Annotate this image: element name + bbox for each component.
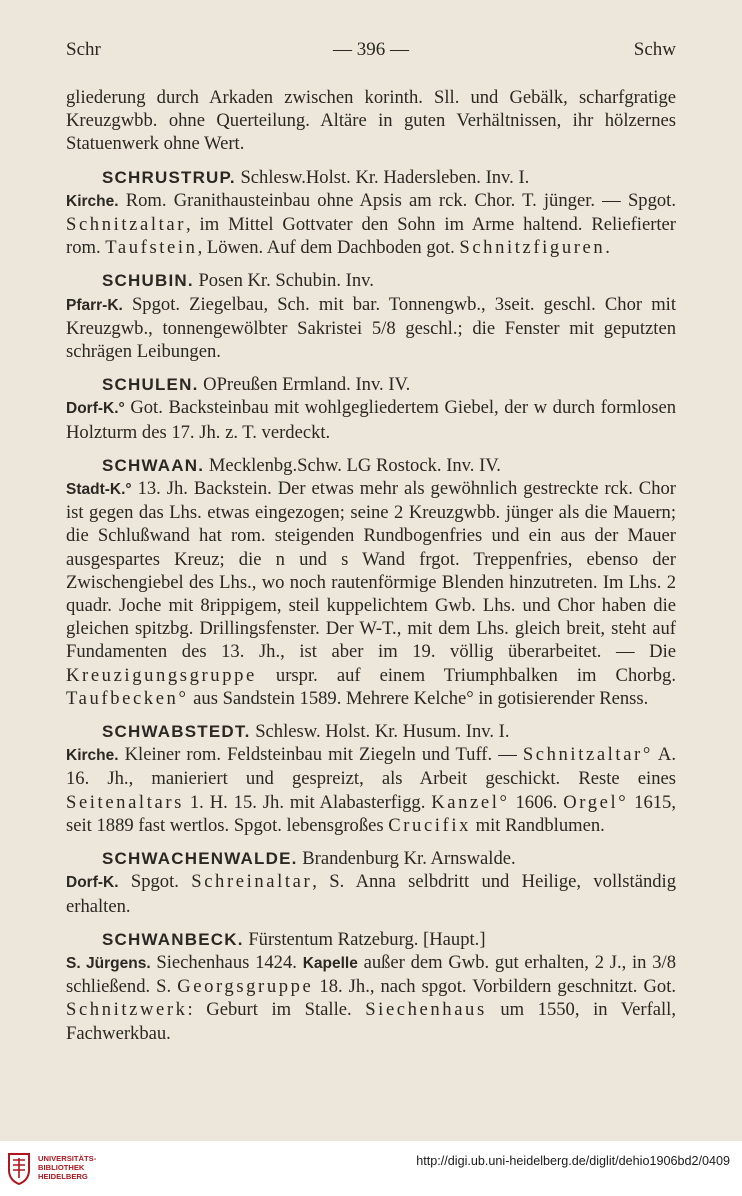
building-label: S. Jürgens. xyxy=(66,954,151,972)
spaced-term: Kreuzigungsgruppe xyxy=(66,664,257,686)
entry-heading xyxy=(66,373,676,396)
place-name: SCHULEN. xyxy=(102,375,199,395)
spaced-term: Orgel° xyxy=(563,791,629,813)
spaced-term: Kanzel° xyxy=(431,791,510,813)
entry-heading xyxy=(66,166,676,189)
spaced-term: Crucifix xyxy=(388,814,472,836)
spaced-term: Taufstein xyxy=(105,237,198,259)
logo-line: UNIVERSITÄTS- xyxy=(38,1154,97,1163)
place-name: SCHUBIN. xyxy=(102,271,194,291)
entry-text: 1615, seit 1889 fast wertlos. Spgot. lebensgroßes xyxy=(66,791,676,836)
logo-line: HEIDELBERG xyxy=(38,1172,88,1181)
logo-text xyxy=(38,1154,96,1181)
entry-region: Schlesw.Holst. Kr. Hadersleben. Inv. I. xyxy=(240,166,530,188)
spaced-term: Schnitzwerk xyxy=(66,999,188,1021)
building-label: Kapelle xyxy=(302,954,358,972)
entry-region: Posen Kr. Schubin. Inv. xyxy=(198,270,374,292)
intro-paragraph: gliederung durch Arkaden zwischen korinth. Sll. und Gebälk, scharfgratige Kreuzgwbb. ohne Querteilung. Altäre in guten Verhältnissen, ihr hölzernes Statuenwerk ohne Wert. xyxy=(66,87,676,155)
entry-text: Spgot. xyxy=(130,871,192,893)
header-left: Schr xyxy=(66,39,101,60)
viewer-footer xyxy=(0,1141,742,1196)
entry-body xyxy=(66,870,676,917)
spaced-term: Schnitzaltar° xyxy=(522,744,653,766)
entry-heading xyxy=(66,454,676,477)
library-crest-icon xyxy=(6,1152,32,1186)
running-header xyxy=(66,28,676,58)
spaced-term: Seitenaltars xyxy=(66,791,184,813)
entry-text: , Löwen. Auf dem Dachboden got. xyxy=(197,237,460,259)
entry-text: , S. Anna selbdritt und Heilige, vollständig erhalten. xyxy=(66,871,677,917)
entry-body xyxy=(66,951,676,1045)
entry-region: Fürstentum Ratzeburg. [Haupt.] xyxy=(248,928,486,950)
entry-heading xyxy=(66,847,676,870)
spaced-term: Taufbecken° xyxy=(66,687,189,709)
building-label: Kirche. xyxy=(66,747,119,765)
entry-text: 13. Jh. Backstein. Der etwas mehr als gewöhnlich gestreckte rck. Chor ist gegen das Lhs. etwas eingezogen; seine 2 Kreuzgwbb. jünger als die Mauern; die Schlußwand hat rom. steigenden Rundbogenfries und ein aus der Mauer ausgespartes Kreuz; die n und s Wand frgot. Treppenfries, ebenso der Zwischengiebel des Lhs., wo noch rautenförmige Blenden hinzutreten. Im Lhs. 2 quadr. Joche mit 8rippigem, steil kuppelichtem Gwb. Lhs. und Chor haben die gleichen spitzbg. Drillingsfenster. Der W-T., mit dem Lhs. gleich breit, steht auf Fundamenten des 13. Jh., ist aber im 19. völlig überarbeitet. — Die xyxy=(66,478,676,663)
entry-text: geschl.; die Fenster mit geputzten schrägen Leibungen. xyxy=(66,317,676,363)
entry-region: Mecklenbg.Schw. LG Rostock. Inv. IV. xyxy=(208,454,501,476)
fraction: 5/8 xyxy=(371,317,396,339)
entry-heading xyxy=(66,928,676,951)
entry-schwaan xyxy=(66,454,676,710)
entry-text: Got. Backsteinbau mit wohlgegliedertem Giebel, der w durch formlosen Holzturm des 17. Jh. z. T. verdeckt. xyxy=(66,397,676,443)
entry-text: : Geburt im Stalle. xyxy=(187,999,366,1021)
place-name: SCHWAAN. xyxy=(102,455,205,475)
entry-region: OPreußen Ermland. Inv. IV. xyxy=(203,374,411,396)
entry-text: 1. H. 15. Jh. mit Alabasterfigg. xyxy=(183,791,432,813)
entry-text: A. 16. Jh., manieriert und gespreizt, als Arbeit geschickt. Reste eines xyxy=(66,744,676,790)
building-label: Stadt-K.° xyxy=(66,481,132,499)
entry-text: Rom. Granithausteinbau ohne Apsis am rck. Chor. T. jünger. — Spgot. xyxy=(125,189,676,211)
place-name: SCHWACHENWALDE. xyxy=(102,849,298,869)
entry-text: aus Sandstein 1589. Mehrere Kelche° in gotisierender Renss. xyxy=(188,687,649,709)
entry-body xyxy=(66,477,676,710)
page-content xyxy=(66,28,676,1055)
entry-text: 1606. xyxy=(509,791,564,813)
entry-text: . xyxy=(605,237,610,259)
entry-text: schließend. S. xyxy=(66,976,178,998)
entry-body xyxy=(66,189,676,260)
entry-schwachenwalde xyxy=(66,847,676,918)
entry-text: mit Randblumen. xyxy=(471,814,605,836)
header-right: Schw xyxy=(633,39,676,60)
entry-schubin xyxy=(66,269,676,363)
entry-heading xyxy=(66,720,676,743)
entry-region: Schlesw. Holst. Kr. Husum. Inv. I. xyxy=(255,721,510,743)
spaced-term: Schreinaltar xyxy=(191,871,313,893)
library-logo[interactable] xyxy=(6,1148,126,1190)
spaced-term: Georgsgruppe xyxy=(177,976,314,998)
entry-text: 18. Jh., nach spgot. Vorbildern geschnitzt. Got. xyxy=(313,976,677,998)
entry-schrustrup xyxy=(66,166,676,260)
fraction: 3/8 xyxy=(652,951,676,973)
entry-schulen xyxy=(66,373,676,444)
spaced-term: Schnitzfiguren xyxy=(459,237,606,259)
entry-text: um 1550, in Verfall, Fachwerkbau. xyxy=(66,999,676,1044)
source-url-link[interactable]: http://digi.ub.uni-heidelberg.de/diglit/dehio1906bd2/0409 xyxy=(416,1154,730,1168)
page-number: — 396 — xyxy=(333,39,409,60)
entry-text: Kleiner rom. Feldsteinbau mit Ziegeln und Tuff. — xyxy=(124,744,523,766)
place-name: SCHRUSTRUP. xyxy=(102,167,236,187)
entry-text: Siechenhaus 1424. xyxy=(156,951,303,973)
entry-body xyxy=(66,396,676,443)
entry-body xyxy=(66,743,676,837)
building-label: Dorf-K.° xyxy=(66,400,125,418)
spaced-term: Schnitzaltar xyxy=(66,214,187,236)
place-name: SCHWABSTEDT. xyxy=(102,722,251,742)
entry-body xyxy=(66,293,676,364)
building-label: Dorf-K. xyxy=(66,874,119,892)
entry-text: urspr. auf einem Triumphbalken im Chorbg. xyxy=(256,664,676,686)
entry-schwabstedt xyxy=(66,720,676,837)
spaced-term: Siechenhaus xyxy=(365,999,487,1021)
entry-text: , im Mittel Gottvater den Sohn im Arme haltend. Reliefierter rom. xyxy=(66,214,676,259)
entry-text: außer dem Gwb. gut erhalten, 2 J., in xyxy=(357,951,653,973)
entry-schwanbeck xyxy=(66,928,676,1045)
place-name: SCHWANBECK. xyxy=(102,929,244,949)
logo-line: BIBLIOTHEK xyxy=(38,1163,85,1172)
entry-text: Spgot. Ziegelbau, Sch. mit bar. Tonnengwb., 3seit. geschl. Chor mit Kreuzgwb., tonnengewölbter Sakristei xyxy=(66,293,676,339)
building-label: Pfarr-K. xyxy=(66,296,123,314)
entry-region: Brandenburg Kr. Arnswalde. xyxy=(302,848,516,870)
building-label: Kirche. xyxy=(66,192,119,210)
entry-heading xyxy=(66,269,676,292)
